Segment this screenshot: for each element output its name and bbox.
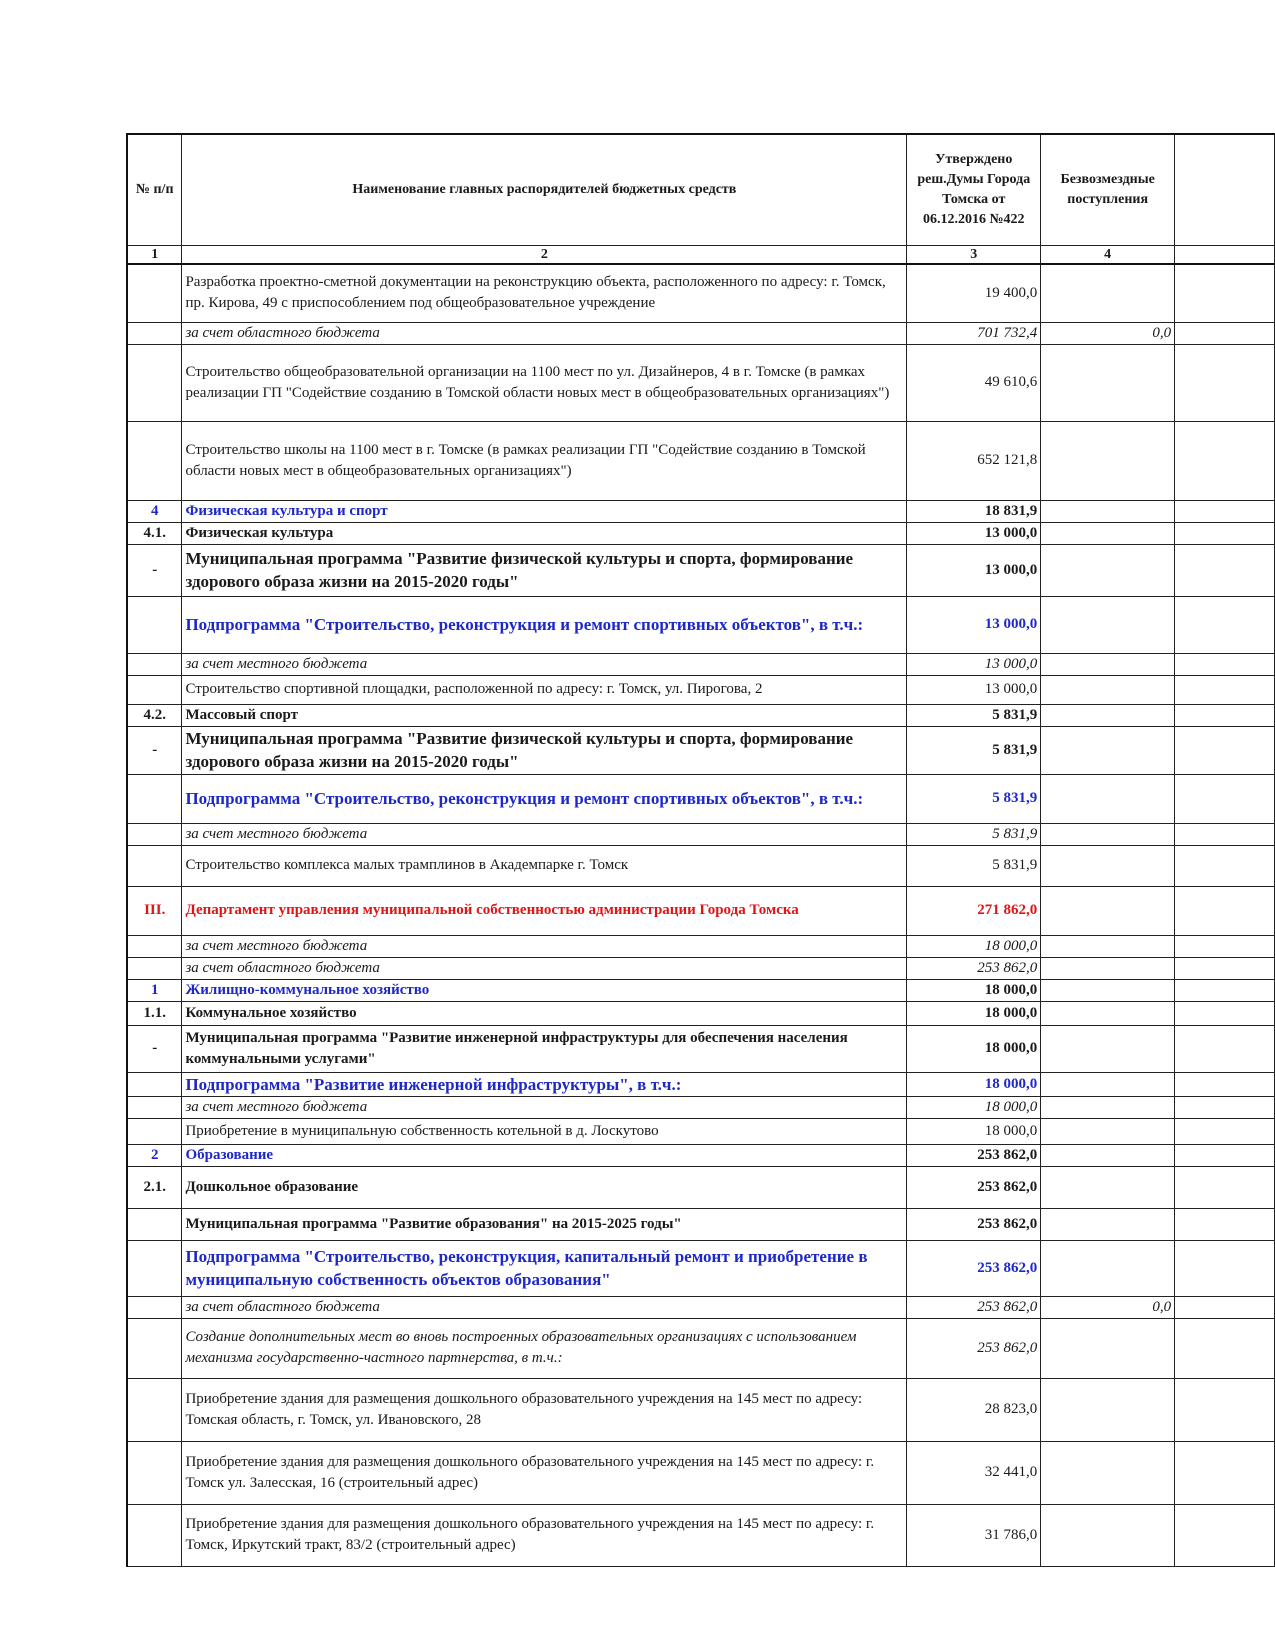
table-row: [127, 1001, 1275, 1025]
row-approved-amount: 18 000,0: [907, 1072, 1041, 1096]
row-number: 4.2.: [127, 704, 182, 726]
row-approved-amount: 5 831,9: [907, 726, 1041, 774]
row-name: Физическая культура и спорт: [182, 500, 907, 522]
row-name: Физическая культура: [182, 522, 907, 544]
row-approved-amount: 28 823,0: [907, 1378, 1041, 1441]
table-row: [127, 704, 1275, 726]
row-name: Образование: [182, 1144, 907, 1166]
row-name: Дошкольное образование: [182, 1166, 907, 1208]
table-row: [127, 322, 1275, 344]
row-number: [127, 264, 182, 322]
table-row: [127, 421, 1275, 500]
header-approved: Утверждено реш.Думы Города Томска от 06.12.2016 №422: [907, 134, 1041, 245]
row-cut-off-cell: [1175, 1378, 1275, 1441]
row-approved-amount: 18 000,0: [907, 979, 1041, 1001]
row-approved-amount: 253 862,0: [907, 1208, 1041, 1240]
row-grants-amount: [1041, 823, 1175, 845]
row-number: 4.1.: [127, 522, 182, 544]
row-name: Муниципальная программа "Развитие физической культуры и спорта, формирование здорового образа жизни на 2015-2020 годы": [182, 726, 907, 774]
colnum-4: 4: [1041, 245, 1175, 264]
row-cut-off-cell: [1175, 1240, 1275, 1296]
table-row: [127, 1441, 1275, 1504]
row-approved-amount: 49 610,6: [907, 344, 1041, 421]
row-name: за счет областного бюджета: [182, 322, 907, 344]
row-name: за счет областного бюджета: [182, 1296, 907, 1318]
row-name: Разработка проектно-сметной документации на реконструкцию объекта, расположенного по адресу: г. Томск, пр. Кирова, 49 с приспособлением под общеобразовательное учреждение: [182, 264, 907, 322]
row-cut-off-cell: [1175, 823, 1275, 845]
row-approved-amount: 253 862,0: [907, 1318, 1041, 1378]
colnum-1: 1: [127, 245, 182, 264]
row-number: 1.1.: [127, 1001, 182, 1025]
row-name: Муниципальная программа "Развитие образования" на 2015-2025 годы": [182, 1208, 907, 1240]
row-cut-off-cell: [1175, 1166, 1275, 1208]
row-cut-off-cell: [1175, 726, 1275, 774]
row-approved-amount: 652 121,8: [907, 421, 1041, 500]
table-row: [127, 1296, 1275, 1318]
row-cut-off-cell: [1175, 1144, 1275, 1166]
row-cut-off-cell: [1175, 1118, 1275, 1144]
table-row: [127, 544, 1275, 596]
row-number: [127, 823, 182, 845]
row-name: Массовый спорт: [182, 704, 907, 726]
row-grants-amount: [1041, 726, 1175, 774]
row-cut-off-cell: [1175, 845, 1275, 886]
table-row: [127, 774, 1275, 823]
row-number: [127, 774, 182, 823]
row-number: [127, 322, 182, 344]
row-grants-amount: [1041, 1441, 1175, 1504]
table-row: [127, 522, 1275, 544]
table-row: [127, 1096, 1275, 1118]
table-row: [127, 957, 1275, 979]
row-grants-amount: [1041, 421, 1175, 500]
row-name: Жилищно-коммунальное хозяйство: [182, 979, 907, 1001]
row-number: [127, 1240, 182, 1296]
row-name: за счет местного бюджета: [182, 1096, 907, 1118]
row-name: Подпрограмма "Строительство, реконструкция и ремонт спортивных объектов", в т.ч.:: [182, 774, 907, 823]
row-approved-amount: 18 000,0: [907, 1096, 1041, 1118]
row-approved-amount: 271 862,0: [907, 886, 1041, 935]
row-grants-amount: [1041, 544, 1175, 596]
row-number: -: [127, 544, 182, 596]
row-grants-amount: [1041, 1504, 1175, 1566]
row-number: 2.1.: [127, 1166, 182, 1208]
row-approved-amount: 253 862,0: [907, 1240, 1041, 1296]
row-number: 1: [127, 979, 182, 1001]
row-name: Муниципальная программа "Развитие инженерной инфраструктуры для обеспечения населения коммунальными услугами": [182, 1025, 907, 1072]
row-grants-amount: [1041, 264, 1175, 322]
row-name: за счет местного бюджета: [182, 653, 907, 675]
table-row: [127, 1378, 1275, 1441]
row-grants-amount: [1041, 1378, 1175, 1441]
row-number: [127, 1118, 182, 1144]
row-cut-off-cell: [1175, 957, 1275, 979]
row-name: за счет областного бюджета: [182, 957, 907, 979]
row-number: [127, 675, 182, 704]
row-number: [127, 935, 182, 957]
row-approved-amount: 5 831,9: [907, 845, 1041, 886]
table-row: [127, 1240, 1275, 1296]
row-cut-off-cell: [1175, 886, 1275, 935]
row-approved-amount: 18 000,0: [907, 935, 1041, 957]
row-grants-amount: [1041, 935, 1175, 957]
table-row: [127, 264, 1275, 322]
row-number: [127, 1504, 182, 1566]
row-cut-off-cell: [1175, 774, 1275, 823]
row-cut-off-cell: [1175, 653, 1275, 675]
row-cut-off-cell: [1175, 704, 1275, 726]
row-grants-amount: [1041, 1208, 1175, 1240]
table-row: [127, 596, 1275, 653]
row-number: [127, 596, 182, 653]
row-approved-amount: 5 831,9: [907, 704, 1041, 726]
table-body: [127, 264, 1275, 1566]
table-row: [127, 1025, 1275, 1072]
row-cut-off-cell: [1175, 1001, 1275, 1025]
table-header-row: [127, 134, 1275, 245]
row-number: [127, 1296, 182, 1318]
row-name: Подпрограмма "Развитие инженерной инфраструктуры", в т.ч.:: [182, 1072, 907, 1096]
row-name: Подпрограмма "Строительство, реконструкция и ремонт спортивных объектов", в т.ч.:: [182, 596, 907, 653]
row-cut-off-cell: [1175, 1504, 1275, 1566]
row-grants-amount: [1041, 653, 1175, 675]
row-name: за счет местного бюджета: [182, 823, 907, 845]
budget-table: [126, 133, 1275, 1567]
header-name: Наименование главных распорядителей бюджетных средств: [182, 134, 907, 245]
row-grants-amount: 0,0: [1041, 1296, 1175, 1318]
row-grants-amount: [1041, 1318, 1175, 1378]
row-grants-amount: [1041, 979, 1175, 1001]
row-number: [127, 845, 182, 886]
row-name: Строительство общеобразовательной организации на 1100 мест по ул. Дизайнеров, 4 в г. Томске (в рамках реализации ГП "Содействие созданию в Томской области новых мест в общеобразовательных организациях"): [182, 344, 907, 421]
row-number: [127, 1208, 182, 1240]
row-name: за счет местного бюджета: [182, 935, 907, 957]
row-approved-amount: 13 000,0: [907, 675, 1041, 704]
row-cut-off-cell: [1175, 1441, 1275, 1504]
table-row: [127, 823, 1275, 845]
row-grants-amount: [1041, 1072, 1175, 1096]
table-row: [127, 886, 1275, 935]
row-approved-amount: 5 831,9: [907, 774, 1041, 823]
row-grants-amount: [1041, 1025, 1175, 1072]
row-name: Департамент управления муниципальной собственностью администрации Города Томска: [182, 886, 907, 935]
row-number: -: [127, 1025, 182, 1072]
row-name: Строительство школы на 1100 мест в г. Томске (в рамках реализации ГП "Содействие созданию в Томской области новых мест в общеобразовательных организациях"): [182, 421, 907, 500]
table-row: [127, 500, 1275, 522]
row-approved-amount: 18 000,0: [907, 1025, 1041, 1072]
row-grants-amount: [1041, 886, 1175, 935]
row-approved-amount: 253 862,0: [907, 957, 1041, 979]
row-approved-amount: 5 831,9: [907, 823, 1041, 845]
row-approved-amount: 13 000,0: [907, 653, 1041, 675]
row-cut-off-cell: [1175, 500, 1275, 522]
row-name: Подпрограмма "Строительство, реконструкция, капитальный ремонт и приобретение в муниципальную собственность объектов образования": [182, 1240, 907, 1296]
row-approved-amount: 253 862,0: [907, 1166, 1041, 1208]
row-approved-amount: 19 400,0: [907, 264, 1041, 322]
row-cut-off-cell: [1175, 596, 1275, 653]
colnum-2: 2: [182, 245, 907, 264]
row-name: Приобретение здания для размещения дошкольного образовательного учреждения на 145 мест по адресу: г. Томск ул. Залесская, 16 (строительный адрес): [182, 1441, 907, 1504]
table-row: [127, 1144, 1275, 1166]
table-row: [127, 1208, 1275, 1240]
table-row: [127, 845, 1275, 886]
row-name: Муниципальная программа "Развитие физической культуры и спорта, формирование здорового образа жизни на 2015-2020 годы": [182, 544, 907, 596]
row-name: Строительство комплекса малых трамплинов в Академпарке г. Томск: [182, 845, 907, 886]
row-cut-off-cell: [1175, 1296, 1275, 1318]
row-approved-amount: 18 000,0: [907, 1118, 1041, 1144]
row-grants-amount: [1041, 675, 1175, 704]
row-cut-off-cell: [1175, 935, 1275, 957]
row-number: [127, 1318, 182, 1378]
row-cut-off-cell: [1175, 344, 1275, 421]
header-num: № п/п: [127, 134, 182, 245]
row-grants-amount: [1041, 500, 1175, 522]
row-number: [127, 1072, 182, 1096]
row-approved-amount: 18 000,0: [907, 1001, 1041, 1025]
row-approved-amount: 701 732,4: [907, 322, 1041, 344]
table-row: [127, 1318, 1275, 1378]
row-cut-off-cell: [1175, 979, 1275, 1001]
row-cut-off-cell: [1175, 1072, 1275, 1096]
row-number: 2: [127, 1144, 182, 1166]
row-number: [127, 1096, 182, 1118]
row-number: -: [127, 726, 182, 774]
row-name: Создание дополнительных мест во вновь построенных образовательных организациях с использованием механизма государственно-частного партнерства, в т.ч.:: [182, 1318, 907, 1378]
row-number: III.: [127, 886, 182, 935]
row-name: Приобретение здания для размещения дошкольного образовательного учреждения на 145 мест по адресу: Томская область, г. Томск, ул. Ивановского, 28: [182, 1378, 907, 1441]
row-number: [127, 653, 182, 675]
row-grants-amount: [1041, 344, 1175, 421]
row-grants-amount: [1041, 596, 1175, 653]
table-row: [127, 653, 1275, 675]
colnum-5: [1175, 245, 1275, 264]
row-grants-amount: [1041, 1144, 1175, 1166]
table-row: [127, 1504, 1275, 1566]
row-approved-amount: 32 441,0: [907, 1441, 1041, 1504]
row-cut-off-cell: [1175, 264, 1275, 322]
row-approved-amount: 18 831,9: [907, 500, 1041, 522]
row-grants-amount: [1041, 1118, 1175, 1144]
row-approved-amount: 253 862,0: [907, 1144, 1041, 1166]
table-row: [127, 726, 1275, 774]
row-cut-off-cell: [1175, 1318, 1275, 1378]
row-grants-amount: [1041, 845, 1175, 886]
row-name: Приобретение здания для размещения дошкольного образовательного учреждения на 145 мест по адресу: г. Томск, Иркутский тракт, 83/2 (строительный адрес): [182, 1504, 907, 1566]
row-number: [127, 1378, 182, 1441]
row-approved-amount: 13 000,0: [907, 544, 1041, 596]
row-cut-off-cell: [1175, 322, 1275, 344]
row-grants-amount: [1041, 1001, 1175, 1025]
row-grants-amount: [1041, 774, 1175, 823]
row-grants-amount: [1041, 957, 1175, 979]
row-grants-amount: 0,0: [1041, 322, 1175, 344]
row-cut-off-cell: [1175, 1208, 1275, 1240]
row-number: [127, 957, 182, 979]
row-approved-amount: 31 786,0: [907, 1504, 1041, 1566]
table-row: [127, 935, 1275, 957]
row-cut-off-cell: [1175, 1096, 1275, 1118]
row-grants-amount: [1041, 704, 1175, 726]
header-grants: Безвозмездные поступления: [1041, 134, 1175, 245]
header-cut-off: [1175, 134, 1275, 245]
row-approved-amount: 13 000,0: [907, 522, 1041, 544]
row-grants-amount: [1041, 1240, 1175, 1296]
row-number: [127, 1441, 182, 1504]
row-grants-amount: [1041, 1166, 1175, 1208]
row-cut-off-cell: [1175, 421, 1275, 500]
row-number: 4: [127, 500, 182, 522]
row-name: Коммунальное хозяйство: [182, 1001, 907, 1025]
column-number-row: [127, 245, 1275, 264]
colnum-3: 3: [907, 245, 1041, 264]
row-grants-amount: [1041, 1096, 1175, 1118]
row-name: Приобретение в муниципальную собственность котельной в д. Лоскутово: [182, 1118, 907, 1144]
row-approved-amount: 13 000,0: [907, 596, 1041, 653]
row-number: [127, 421, 182, 500]
table-row: [127, 344, 1275, 421]
row-name: Строительство спортивной площадки, расположенной по адресу: г. Томск, ул. Пирогова, 2: [182, 675, 907, 704]
row-approved-amount: 253 862,0: [907, 1296, 1041, 1318]
table-row: [127, 1072, 1275, 1096]
row-cut-off-cell: [1175, 522, 1275, 544]
row-cut-off-cell: [1175, 1025, 1275, 1072]
table-row: [127, 979, 1275, 1001]
table-row: [127, 675, 1275, 704]
row-number: [127, 344, 182, 421]
table-row: [127, 1166, 1275, 1208]
row-cut-off-cell: [1175, 675, 1275, 704]
row-grants-amount: [1041, 522, 1175, 544]
row-cut-off-cell: [1175, 544, 1275, 596]
table-row: [127, 1118, 1275, 1144]
